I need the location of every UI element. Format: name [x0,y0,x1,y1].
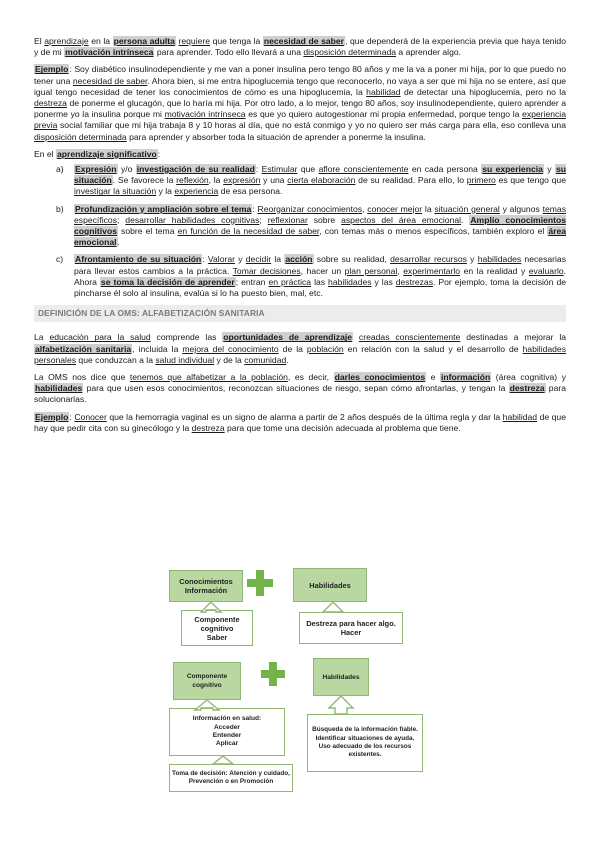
literacy-diagram [163,564,459,826]
box-health-info: Información en salud: Acceder Entender Aplicar [169,708,285,756]
box-skills-bottom: Habilidades [313,658,369,696]
paragraph-health-education: La educación para la salud comprende las oportunidades de aprendizaje creadas conscientemente destinadas a mejorar la alfabetización sanitaria, incluida la mejora del conocimiento de la población en relación con la salud y el desarrollo de habilidades personales que conduzcan a la salud individual y de la comunidad. [34,332,567,365]
list-item: a) Expresión y/o investigación de su realidad: Estimular que aflore conscientemente en cada persona su experiencia y su situación. Se favorece la reflexión, la expresión y una cierta elaboración de su realidad. Para ello, lo primero es que tengo que investigar la situación y la experiencia de esa persona. [56,164,566,197]
paragraph-intro: El aprendizaje en la persona adulta requiere que tenga la necesidad de saber, que dependerá de la experiencia previa que haya tenido y de mi motivación intrínseca para aprender. Todo ello llevará a una disposición determinada a aprender algo. [34,36,566,58]
paragraph-oms-says: La OMS nos dice que tenemos que alfabetizar a la población, es decir, darles conocimientos e información (área cognitiva) y habilidades para que usen esos conocimientos, reconozcan situaciones de riesgo, sepan cómo afrontarlas, y tengan la destreza para solucionarlas. [34,372,567,405]
paragraph-example-diabetes: Ejemplo: Soy diabético insulinodependiente y me van a poner insulina pero tengo 80 años y me la va a poner mi hija, por lo que puedo no tener una necesidad de saber. Ahora bien, si me entra hipoglucemia tengo que reconocerlo, no vaya a ser que mi hija no se entere, así que igual tengo necesidad de tener los conocimientos de cómo es una hipoglucemia, la habilidad de detectar una hipoglucemia, pero no la destreza de ponerme el glucagón, que lo haría mi hija. Por otro lado, a lo mejor, tengo 80 años, soy insulinodependiente, quiero aprender a ponerme yo la insulina porque mi motivación intrínseca es que yo quiero autogestionar mi propia enfermedad, porque tengo la experiencia previa social familiar que mi hija trabaja 8 y 10 horas al día, que no está conmigo y yo no quiero ser más carga para ella, eso conlleva una disposición determinada para aprender y absorber toda la situación de aprender a ponerme la insulina. [34,64,567,142]
learning-list [34,164,566,299]
list-item: c) Afrontamiento de su situación: Valorar y decidir la acción sobre su realidad, desarrollar recursos y habilidades necesarias para llevar estos cambios a la práctica. Tomar decisiones, hacer un plan personal, experimentarlo en la realidad y evaluarlo. Ahora se toma la decisión de aprender; entran en práctica las habilidades y las destrezas. Por ejemplo, toma la decisión de pincharse él solo al insulina, evalúa si lo ha puesto bien, mal, etc. [56,254,567,299]
box-decision-making: Toma de decisión: Atención y cuidado, Prevención o en Promoción [169,764,293,792]
list-item: b) Profundización y ampliación sobre el tema: Reorganizar conocimientos, conocer mejor la situación general y algunos temas específicos; desarrollar habilidades cognitivas; reflexionar sobre aspectos del área emocional. Amplío conocimientos cognitivos sobre el tema en función de la necesidad de saber, con temas más o menos específicos, también exploro el área emocional. [56,203,567,248]
paragraph-example-hemorrhage: Ejemplo: Conocer que la hemorragia vaginal es un signo de alarma a partir de 2 años después de la última regla y dar la habilidad de que hay que pedir cita con su ginecólogo y la destreza para que tome una decisión adecuada al problema que tiene. [34,411,566,433]
section-heading-oms: DEFINICIÓN DE LA OMS: ALFABETIZACIÓN SANITARIA [34,305,566,322]
box-cognitive-know: Componente cognitivo Saber [181,610,253,646]
box-dexterity: Destreza para hacer algo. Hacer [299,612,403,644]
box-cognitive-component: Componente cognitivo [173,662,241,700]
paragraph-significant-learning: En el aprendizaje significativo: [34,148,161,159]
box-knowledge: Conocimientos Información [169,570,243,602]
diagram-arrows [163,564,459,826]
box-info-search: Búsqueda de la información fiable. Identificar situaciones de ayuda. Uso adecuado de los recursos existentes. [307,714,423,772]
box-skills: Habilidades [293,568,367,602]
document-page [34,36,566,440]
